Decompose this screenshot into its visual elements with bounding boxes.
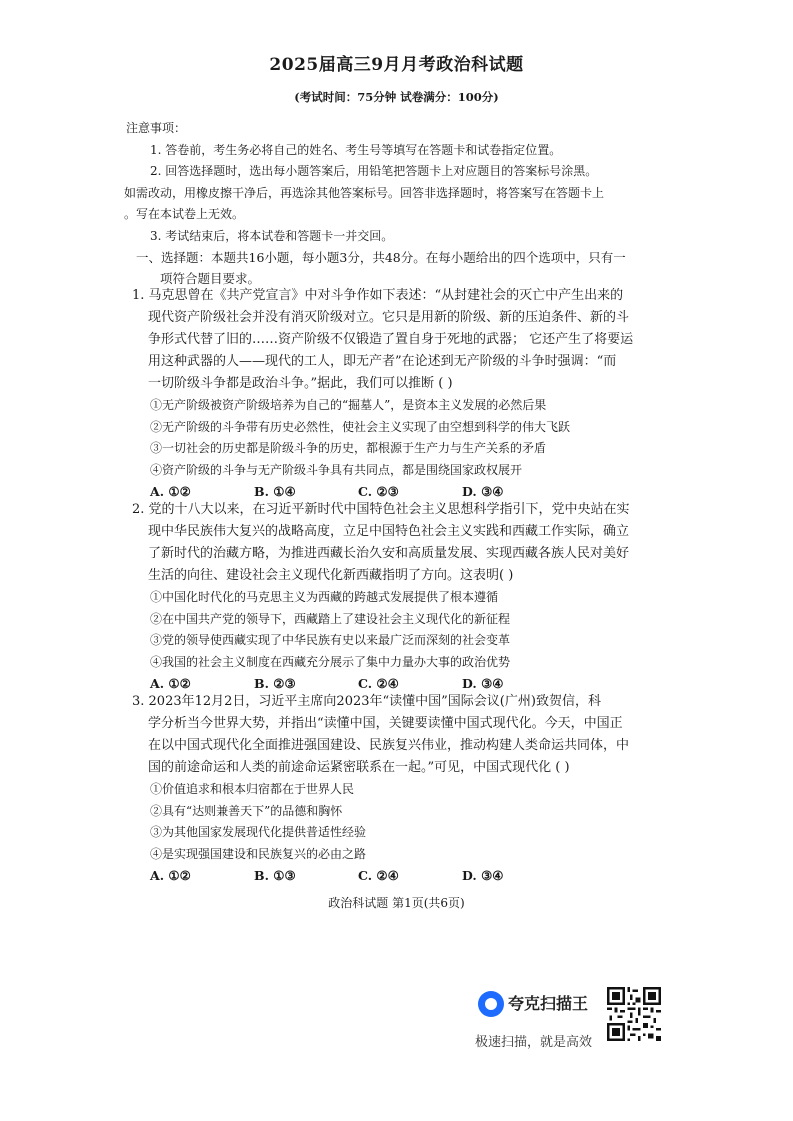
question-stem-line: 1. 马克思曾在《共产党宣言》中对斗争作如下表述：“从封建社会的灭亡中产生出来的 [132, 288, 624, 303]
question-3 [132, 691, 692, 887]
note-line: 2. 回答选择题时，选出每小题答案后，用铅笔把答题卡上对应题目的答案标号涂黑。 [150, 164, 598, 178]
question-stem-line: 现中华民族伟大复兴的战略高度，立足中国特色社会主义实践和西藏工作实际，确立 [148, 524, 630, 539]
choice-b: B. ①④ [254, 484, 296, 499]
question-option: ④我国的社会主义制度在西藏充分展示了集中力量办大事的政治优势 [150, 654, 511, 669]
question-stem-line: 争形式代替了旧的……资产阶级不仅锻造了置自身于死地的武器； 它还产生了将要运 [148, 332, 634, 347]
page-footer: 政治科试题 第1页(共6页) [328, 896, 465, 910]
question-stem-line: 用这种武器的人——现代的工人，即无产者”在论述到无产阶级的斗争时强调：“而 [148, 354, 617, 369]
question-option: ②在中国共产党的领导下，西藏踏上了建设社会主义现代化的新征程 [150, 611, 511, 626]
note-line: 如需改动，用橡皮擦干净后，再选涂其他答案标号。回答非选择题时，将答案写在答题卡上 [124, 185, 605, 200]
qr-code-icon [607, 987, 661, 1041]
exam-title: 2025届高三9月月考政治科试题 [269, 55, 524, 75]
question-option: ②具有“达则兼善天下”的品德和胸怀 [150, 803, 343, 818]
question-option: ③为其他国家发展现代化提供普适性经验 [150, 825, 367, 839]
exam-subtitle: (考试时间：75分钟 试卷满分：100分) [294, 90, 499, 104]
question-option: ③党的领导使西藏实现了中华民族有史以来最广泛而深刻的社会变革 [150, 633, 511, 647]
choice-c: C. ②④ [358, 676, 399, 691]
brand-slogan: 极速扫描，就是高效 [475, 1035, 593, 1050]
quark-logo-icon [478, 991, 504, 1017]
question-option: ①价值追求和根本归宿都在于世界人民 [150, 782, 355, 796]
note-line: 1. 答卷前，考生务必将自己的姓名、考生号等填写在答题卡和试卷指定位置。 [150, 142, 562, 157]
question-stem-line: 国的前途命运和人类的前途命运紧密联系在一起。”可见，中国式现代化 ( ) [148, 760, 570, 775]
choice-a: A. ①② [150, 868, 191, 883]
note-line: 。写在本试卷上无效。 [124, 207, 245, 221]
question-option: ①中国化时代化的马克思主义为西藏的跨越式发展提供了根本遵循 [150, 590, 499, 604]
question-stem-line: 2. 党的十八大以来，在习近平新时代中国特色社会主义思想科学指引下，党中央站在实 [132, 502, 630, 517]
answer-choices [132, 865, 692, 887]
notes-heading: 注意事项： [126, 121, 187, 135]
question-option: ②无产阶级的斗争带有历史必然性，使社会主义实现了由空想到科学的伟大飞跃 [150, 419, 571, 434]
choice-d: D. ③④ [462, 484, 504, 499]
note-line: 3. 考试结束后，将本试卷和答题卡一并交回。 [150, 228, 394, 243]
question-stem-line: 3. 2023年12月2日，习近平主席向2023年“读懂中国”国际会议(广州)致贺信，科 [132, 694, 601, 709]
question-stem-line: 学分析当今世界大势，并指出“读懂中国，关键要读懂中国式现代化。今天，中国正 [148, 716, 623, 731]
question-stem-line: 现代资产阶级社会并没有消灭阶级对立。它只是用新的阶级、新的压迫条件、新的斗 [148, 310, 630, 325]
notes-block [126, 118, 686, 247]
choice-a: A. ①② [150, 484, 191, 499]
choice-b: B. ①③ [254, 868, 296, 883]
choice-c: C. ②④ [358, 868, 399, 883]
question-option: ①无产阶级被资产阶级培养为自己的“掘墓人”，是资本主义发展的必然后果 [150, 398, 547, 412]
question-stem-line: 生活的向往、建设社会主义现代化新西藏指明了方向。这表明( ) [148, 568, 514, 583]
question-stem-line: 在以中国式现代化全面推进强国建设、民族复兴伟业，推动构建人类命运共同体，中 [148, 738, 630, 753]
section-line: 一、选择题：本题共16小题，每小题3分，共48分。在每小题给出的四个选项中，只有一 [136, 250, 626, 265]
question-1 [132, 285, 692, 503]
scanner-watermark [473, 985, 673, 1050]
section-heading [136, 247, 696, 289]
question-option: ③一切社会的历史都是阶级斗争的历史，都根源于生产力与生产关系的矛盾 [150, 441, 547, 455]
choice-d: D. ③④ [462, 868, 504, 883]
choice-a: A. ①② [150, 676, 191, 691]
question-2 [132, 499, 692, 695]
question-option: ④是实现强国建设和民族复兴的必由之路 [150, 846, 367, 861]
question-option: ④资产阶级的斗争与无产阶级斗争具有共同点，都是围绕国家政权展开 [150, 462, 523, 477]
question-stem-line: 了新时代的治藏方略，为推进西藏长治久安和高质量发展、实现西藏各族人民对美好 [148, 546, 630, 561]
section-line: 项符合题目要求。 [160, 271, 261, 286]
question-stem-line: 一切阶级斗争都是政治斗争。”据此，我们可以推断 ( ) [148, 376, 453, 391]
choice-d: D. ③④ [462, 676, 504, 691]
brand-name: 夸克扫描王 [508, 994, 589, 1013]
choice-b: B. ②③ [254, 676, 296, 691]
choice-c: C. ②③ [358, 484, 399, 499]
